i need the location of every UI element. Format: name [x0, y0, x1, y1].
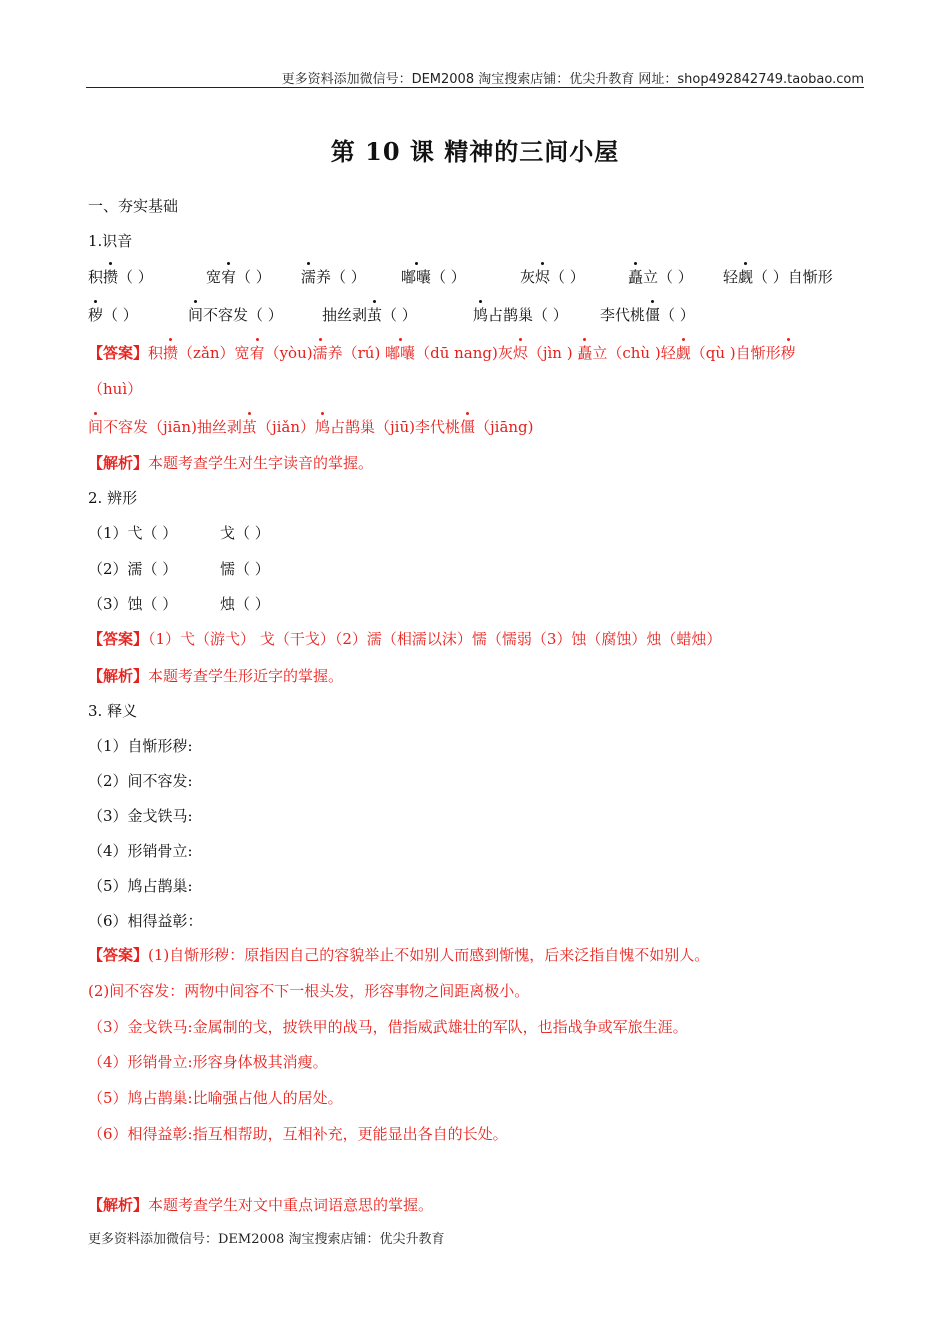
q3-answer-5: （5）鸠占鹊巢:比喻强占他人的居处。: [88, 1089, 343, 1107]
q2-item: （1）弋（ ）: [88, 524, 178, 542]
emphasis-dot-char: 宥: [249, 344, 265, 362]
header-divider: [86, 87, 864, 88]
dotted-word: 积攒（ ）: [88, 268, 153, 286]
answer-tag: 【答案】: [88, 946, 149, 964]
analysis-tag: 【解析】: [88, 667, 149, 685]
q3-item: （4）形销骨立:: [88, 842, 193, 860]
q1-answer-line2: （huì）: [88, 380, 143, 398]
dotted-word: 灰烬（ ）: [520, 268, 585, 286]
emphasis-dot-char: 宥: [221, 268, 237, 286]
page-title: 第 10 课 精神的三间小屋: [330, 137, 620, 166]
dotted-word: 鸠占鹊巢（ ）: [473, 306, 568, 324]
q3-item: （6）相得益彰：: [88, 912, 203, 930]
emphasis-dot-char: 嘟囔: [401, 268, 432, 286]
dotted-word: 濡养（rú): [312, 344, 386, 362]
analysis-text: 本题考查学生对文中重点词语意思的掌握。: [148, 1196, 434, 1214]
emphasis-dot-char: 濡: [301, 268, 317, 286]
q1-label: 1.识音: [88, 232, 133, 250]
q3-item: （1）自惭形秽:: [88, 737, 193, 755]
dotted-word: 矗立（chù )轻: [577, 344, 676, 362]
dotted-word: 间不容发（jiān)抽丝剥: [88, 418, 242, 436]
dotted-word: 觑（qù )自惭形: [675, 344, 781, 362]
dotted-word: 宥（yòu): [249, 344, 313, 362]
dotted-word: 濡养（ ）: [301, 268, 366, 286]
dotted-word: 矗立（ ）: [628, 268, 693, 286]
q1-answer-line3: [88, 417, 534, 437]
emphasis-dot-char: 茧: [367, 306, 383, 324]
analysis-tag: 【解析】: [88, 1196, 149, 1214]
emphasis-dot-char: 觑: [738, 268, 754, 286]
q3-label: 3. 释义: [88, 702, 138, 720]
q3-answer-6: （6）相得益彰:指互相帮助，互相补充，更能显出各自的长处。: [88, 1125, 508, 1143]
q3-item: （2）间不容发:: [88, 772, 193, 790]
emphasis-dot-char: 间: [188, 306, 204, 324]
q2-analysis: [88, 666, 343, 686]
emphasis-dot-char: 矗: [628, 268, 644, 286]
q2-item: （3）蚀（ ）: [88, 595, 178, 613]
emphasis-dot-char: 嘟囔: [385, 344, 416, 362]
dotted-word: 李代桃僵（ ）: [600, 306, 695, 324]
analysis-tag: 【解析】: [88, 454, 149, 472]
dotted-word: 鸠占鹊巢（jiū)李代桃: [315, 418, 460, 436]
q3-answer-1: [88, 945, 709, 965]
answer-text: （1）弋（游弋） 戈（干戈）（2）濡（相濡以沫）懦（懦弱（3）蚀（腐蚀）烛（蜡烛）: [148, 630, 722, 648]
q2-label: 2. 辨形: [88, 489, 138, 507]
emphasis-dot-char: 矗: [577, 344, 593, 362]
emphasis-dot-char: 烬: [512, 344, 528, 362]
emphasis-dot-char: 觑: [675, 344, 691, 362]
q3-answer-2: (2)间不容发：两物中间容不下一根头发，形容事物之间距离极小。: [88, 982, 530, 1000]
dotted-word: 烬（jìn ): [512, 344, 578, 362]
q3-analysis: [88, 1195, 433, 1215]
emphasis-dot-char: 濡: [312, 344, 328, 362]
q3-answer-4: （4）形销骨立:形容身体极其消瘦。: [88, 1053, 328, 1071]
q3-answer-3: （3）金戈铁马:金属制的戈，披铁甲的战马，借指威武雄壮的军队，也指战争或军旅生涯。: [88, 1018, 688, 1036]
emphasis-dot-char: 茧: [241, 418, 257, 436]
dotted-word: 抽丝剥茧（ ）: [322, 306, 417, 324]
dotted-word: 嘟囔（dū nang)灰: [385, 344, 513, 362]
dotted-word: 间不容发（ ）: [188, 306, 283, 324]
q2-item: 戈（ ）: [220, 524, 270, 542]
q3-item: （5）鸠占鹊巢:: [88, 877, 193, 895]
dotted-word: 积攒（zǎn）宽: [148, 344, 250, 362]
dotted-word: 秽（ ）: [88, 306, 138, 324]
emphasis-dot-char: 间: [88, 418, 104, 436]
emphasis-dot-char: 烬: [535, 268, 551, 286]
section-heading: 一、夯实基础: [88, 197, 179, 215]
emphasis-dot-char: 僵: [459, 418, 475, 436]
dotted-word: 茧（jiǎn）: [241, 418, 315, 436]
dotted-word: 轻觑（ ）自惭形: [723, 268, 833, 286]
answer-tag: 【答案】: [88, 344, 149, 362]
page-footer: 更多资料添加微信号：DEM2008 淘宝搜索店铺：优尖升教育: [88, 1232, 445, 1247]
page-header: 更多资料添加微信号：DEM2008 淘宝搜索店铺：优尖升教育 网址：shop492842749.taobao.com: [281, 72, 864, 87]
emphasis-dot-char: 秽: [88, 306, 104, 324]
q2-answer: [88, 629, 721, 649]
q3-item: （3）金戈铁马:: [88, 807, 193, 825]
dotted-word: 嘟囔（ ）: [401, 268, 466, 286]
q2-item: 懦（ ）: [220, 560, 270, 578]
dotted-word: [781, 344, 796, 362]
analysis-text: 本题考查学生对生字读音的掌握。: [148, 454, 374, 472]
emphasis-dot-char: 攒: [163, 344, 179, 362]
answer-text: (1)自惭形秽：原指因自己的容貌举止不如别人而感到惭愧，后来泛指自愧不如别人。: [148, 946, 710, 964]
answer-tag: 【答案】: [88, 630, 149, 648]
emphasis-dot-char: 僵: [645, 306, 661, 324]
emphasis-dot-char: 鸠: [315, 418, 331, 436]
dotted-word: 宽宥（ ）: [206, 268, 271, 286]
q1-answer-content: [148, 344, 796, 362]
q2-item: 烛（ ）: [220, 595, 270, 613]
analysis-text: 本题考查学生形近字的掌握。: [148, 667, 344, 685]
q1-analysis: [88, 453, 373, 473]
dotted-word: 僵（jiāng): [459, 418, 534, 436]
emphasis-dot-char: 秽: [780, 344, 796, 362]
q2-item: （2）濡（ ）: [88, 560, 178, 578]
emphasis-dot-char: 攒: [103, 268, 119, 286]
emphasis-dot-char: 鸠: [473, 306, 489, 324]
q1-answer-line1: [88, 343, 796, 363]
